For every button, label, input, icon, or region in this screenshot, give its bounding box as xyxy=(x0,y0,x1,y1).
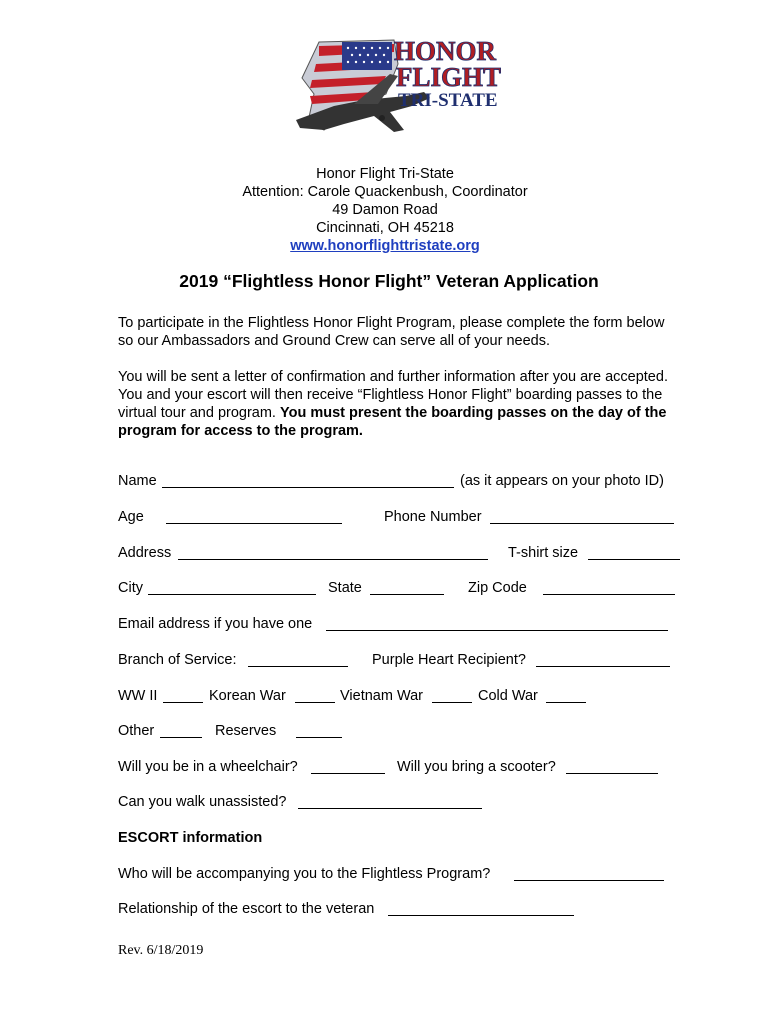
state-field[interactable] xyxy=(370,580,444,595)
escort-relationship-label: Relationship of the escort to the veteran xyxy=(118,901,375,917)
vietnam-war-field[interactable] xyxy=(432,688,472,703)
address-field[interactable] xyxy=(178,545,488,560)
scooter-label: Will you bring a scooter? xyxy=(397,759,556,775)
name-note: (as it appears on your photo ID) xyxy=(460,473,664,489)
escort-who-field[interactable] xyxy=(514,866,664,881)
intro-paragraph-1: To participate in the Flightless Honor Flight Program, please complete the form below so our Ambassadors and Ground Crew can serve all of your needs. xyxy=(118,315,665,349)
phone-field[interactable] xyxy=(490,509,674,524)
email-label: Email address if you have one xyxy=(118,616,313,632)
attention-line: Attention: Carole Quackenbush, Coordinator xyxy=(242,184,528,200)
phone-label: Phone Number xyxy=(384,509,482,525)
city-field[interactable] xyxy=(148,580,316,595)
address-block xyxy=(0,165,770,255)
svg-text:FLIGHT: FLIGHT xyxy=(396,62,502,92)
branch-label: Branch of Service: xyxy=(118,652,237,668)
scooter-field[interactable] xyxy=(566,759,658,774)
purple-heart-label: Purple Heart Recipient? xyxy=(372,652,526,668)
reserves-label: Reserves xyxy=(215,723,277,739)
ww2-field[interactable] xyxy=(163,688,203,703)
walk-field[interactable] xyxy=(298,794,482,809)
wheelchair-field[interactable] xyxy=(311,759,385,774)
vietnam-war-label: Vietnam War xyxy=(340,688,423,704)
city-label: City xyxy=(118,580,143,596)
branch-field[interactable] xyxy=(248,652,348,667)
escort-relationship-field[interactable] xyxy=(388,901,574,916)
zip-field[interactable] xyxy=(543,580,675,595)
state-label: State xyxy=(328,580,362,596)
svg-text:HONOR: HONOR xyxy=(394,36,497,66)
tshirt-field[interactable] xyxy=(588,545,680,560)
tshirt-label: T-shirt size xyxy=(508,545,579,561)
website-link[interactable]: www.honorflighttristate.org xyxy=(290,238,480,254)
org-name: Honor Flight Tri-State xyxy=(316,166,454,182)
other-field[interactable] xyxy=(160,723,202,738)
address-label: Address xyxy=(118,545,172,561)
street-line: 49 Damon Road xyxy=(332,202,438,218)
cold-war-label: Cold War xyxy=(478,688,538,704)
honor-flight-logo xyxy=(294,34,504,142)
zip-label: Zip Code xyxy=(468,580,527,596)
name-field[interactable] xyxy=(162,473,454,488)
purple-heart-field[interactable] xyxy=(536,652,670,667)
age-label: Age xyxy=(118,509,144,525)
korean-war-label: Korean War xyxy=(209,688,286,704)
city-line: Cincinnati, OH 45218 xyxy=(316,220,454,236)
walk-label: Can you walk unassisted? xyxy=(118,794,287,810)
escort-who-label: Who will be accompanying you to the Flightless Program? xyxy=(118,866,491,882)
ww2-label: WW II xyxy=(118,688,158,704)
reserves-field[interactable] xyxy=(296,723,342,738)
intro-paragraph-2: You will be sent a letter of confirmation and further information after you are accepted. You and your escort will then receive “Flightless Honor Flight” boarding passes to the virtual tour and program. You must present the boarding passes on the day of the program for access to the program. xyxy=(118,369,668,439)
page-title: 2019 “Flightless Honor Flight” Veteran Application xyxy=(179,271,599,291)
email-field[interactable] xyxy=(326,616,668,631)
age-field[interactable] xyxy=(166,509,342,524)
svg-text:TRI-STATE: TRI-STATE xyxy=(398,90,498,111)
escort-heading: ESCORT information xyxy=(118,830,263,846)
korean-war-field[interactable] xyxy=(295,688,335,703)
boarding-pass-notice: You must present the boarding passes on the day of the program for access to the program. xyxy=(118,405,667,439)
revision-date: Rev. 6/18/2019 xyxy=(118,943,204,958)
wheelchair-label: Will you be in a wheelchair? xyxy=(118,759,298,775)
name-label: Name xyxy=(118,473,157,489)
cold-war-field[interactable] xyxy=(546,688,586,703)
other-label: Other xyxy=(118,723,155,739)
